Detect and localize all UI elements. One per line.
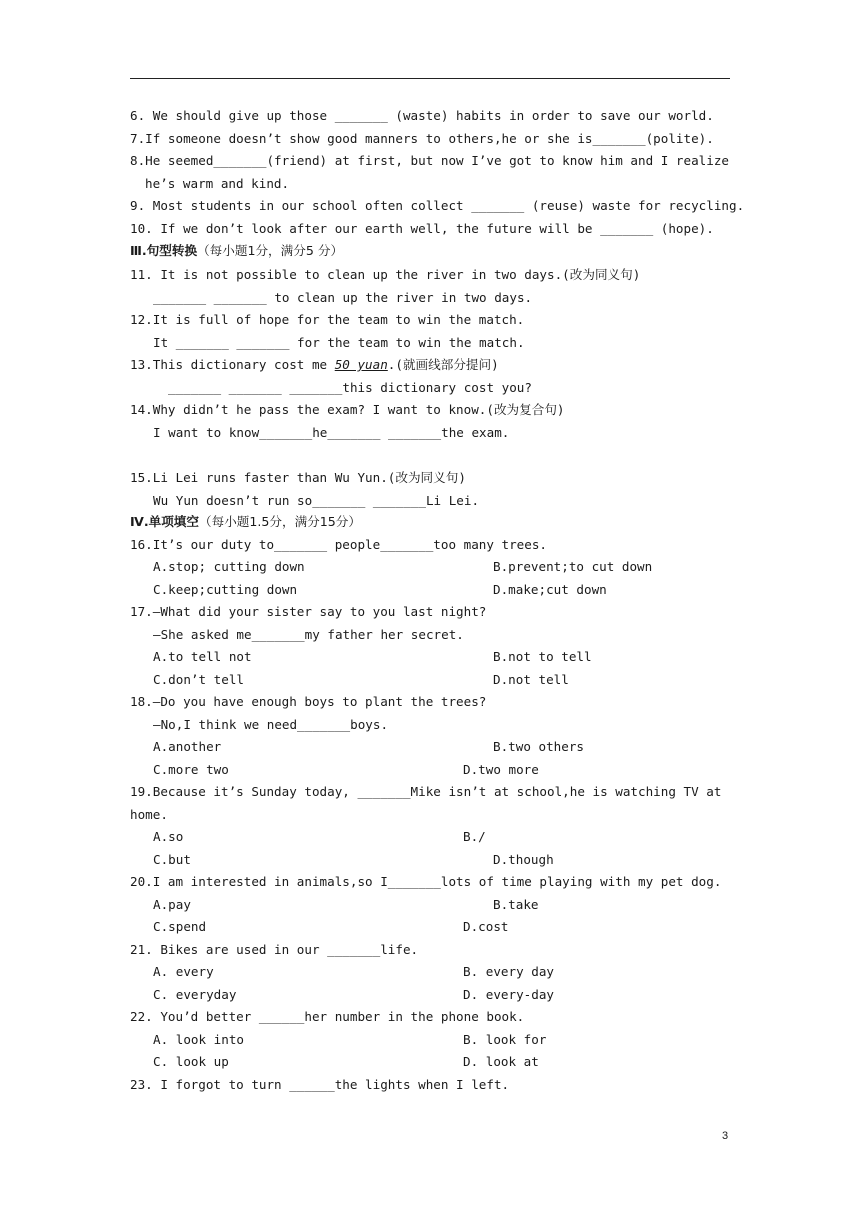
question-17: 17.—What did your sister say to you last night? [130,604,487,619]
question-20: 20.I am interested in animals,so I_______lots of time playing with my pet dog. [130,874,722,889]
option-16a: A.stop; cutting down [153,559,305,574]
question-16: 16.It’s our duty to_______ people_______too many trees. [130,537,548,552]
option-17b: B.not to tell [493,649,592,664]
option-22a: A. look into [153,1032,244,1047]
question-19: 19.Because it’s Sunday today, _______Mike isn’t at school,he is watching TV at [130,784,722,799]
question-22: 22. You’d better ______her number in the phone book. [130,1009,525,1024]
option-16c: C.keep;cutting down [153,582,298,597]
question-6: 6. We should give up those _______ (waste) habits in order to save our world. [130,108,714,123]
option-21b: B. every day [463,964,554,979]
option-17a: A.to tell not [153,649,252,664]
question-18: 18.—Do you have enough boys to plant the trees? [130,694,487,709]
option-18c: C.more two [153,762,229,777]
option-19c: C.but [153,852,191,867]
option-16d: D.make;cut down [493,582,607,597]
option-20b: B.take [493,897,539,912]
section-4-points: （每小题1.5分，满分15分） [199,514,361,529]
question-12-blank: It _______ _______ for the team to win the match. [153,335,525,350]
question-8: 8.He seemed_______(friend) at first, but now I’ve got to know him and I realize [130,153,729,168]
page-number: 3 [722,1130,729,1142]
option-20d: D.cost [463,919,509,934]
option-18b: B.two others [493,739,584,754]
question-13-pre: 13.This dictionary cost me [130,357,335,372]
question-13-post: .(就画线部分提问) [387,357,499,372]
question-10: 10. If we don’t look after our earth well, the future will be _______ (hope). [130,221,714,236]
option-19a: A.so [153,829,184,844]
question-13-underlined: 50 yuan [334,357,388,372]
question-12: 12.It is full of hope for the team to win the match. [130,312,525,327]
section-3-points: （每小题1分，满分5 分） [197,243,344,258]
question-13 [130,356,499,374]
question-19-cont: home. [130,807,168,822]
question-11-blank: _______ _______ to clean up the river in two days. [153,290,533,305]
header-rule [130,78,730,79]
option-21c: C. everyday [153,987,237,1002]
option-20c: C.spend [153,919,207,934]
option-20a: A.pay [153,897,191,912]
option-21a: A. every [153,964,214,979]
question-14-blank: I want to know_______he_______ _______the exam. [153,425,510,440]
option-19b: B./ [463,829,486,844]
question-9: 9. Most students in our school often collect _______ (reuse) waste for recycling. [130,198,745,213]
option-19d: D.though [493,852,554,867]
option-22d: D. look at [463,1054,539,1069]
question-14: 14.Why didn’t he pass the exam? I want to know.(改为复合句) [130,402,565,417]
question-18-reply: —No,I think we need_______boys. [153,717,389,732]
option-22c: C. look up [153,1054,229,1069]
option-18a: A.another [153,739,222,754]
option-22b: B. look for [463,1032,547,1047]
question-15-blank: Wu Yun doesn’t run so_______ _______Li Lei. [153,493,480,508]
option-18d: D.two more [463,762,539,777]
option-16b: B.prevent;to cut down [493,559,653,574]
question-13-blank: _______ _______ _______this dictionary cost you? [168,380,532,395]
section-4-title: Ⅳ.单项填空 [130,514,199,529]
option-21d: D. every-day [463,987,554,1002]
question-8-cont: he’s warm and kind. [145,176,290,191]
question-11: 11. It is not possible to clean up the river in two days.(改为同义句) [130,267,641,282]
option-17c: C.don’t tell [153,672,244,687]
question-23: 23. I forgot to turn ______the lights when I left. [130,1077,510,1092]
question-17-reply: —She asked me_______my father her secret. [153,627,464,642]
section-3-heading [130,242,343,260]
question-15: 15.Li Lei runs faster than Wu Yun.(改为同义句) [130,470,466,485]
section-4-heading [130,513,361,531]
section-3-title: Ⅲ.句型转换 [130,243,198,258]
question-21: 21. Bikes are used in our _______life. [130,942,419,957]
option-17d: D.not tell [493,672,569,687]
question-7: 7.If someone doesn’t show good manners to others,he or she is_______(polite). [130,131,714,146]
